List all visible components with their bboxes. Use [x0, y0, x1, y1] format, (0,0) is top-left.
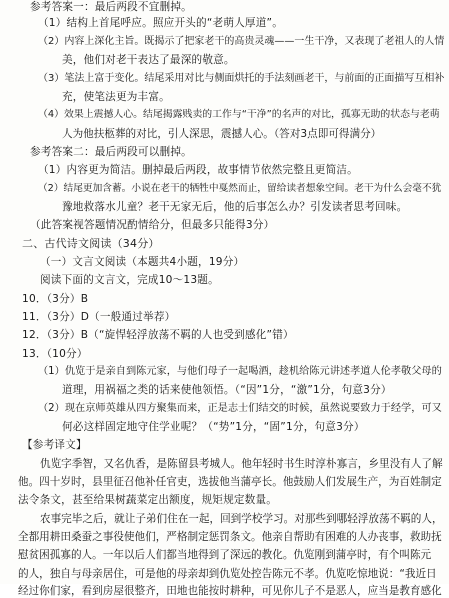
text-line: 经过你们家，看到房屋很整齐，田地也能按时耕种，可见你儿子不是恶人，应当是教育感化 [18, 585, 442, 597]
answer-line: 13．（10分） [22, 348, 88, 360]
text-line: （1）内容更为简洁。删掉最后两段，故事情节依然完整且更简洁。 [38, 164, 358, 176]
text-line: 农事完毕之后，就让子弟们住在一起，回到学校学习。对那些到哪轻浮放荡不羁的人， [40, 513, 443, 525]
text-line: 全都用耕田桑蚕之事役使他们，严格制定惩罚条文。他亲自帮助有困难的人办丧事，救助抚 [18, 531, 442, 543]
text-line: 何必这样固定地守住学业呢？（“势”1分，“固”1分，句意3分） [62, 421, 365, 433]
text-line: （2）现在京师英雄从四方聚集而来，正是志士们结交的时候，虽然说要致力于经学，可又 [38, 403, 442, 414]
text-line: （2）内容上深化主旨。既揭示了把家老干的高贵灵魂——一生干净，又表现了老祖人的人情 [38, 36, 445, 47]
text-line: 豫地救落水儿童？老干无家无后，他的后事怎么办？引发读者思考回味。 [62, 201, 408, 213]
text-line: （3）笔法上富于变化。结尾采用对比与侧面烘托的手法刻画老干，与前面的正面描写互相补 [38, 73, 445, 84]
text-line: 美，他们对老干表达了最深的敬意。 [62, 54, 235, 66]
text-line: 阅读下面的文言文，完成10～13题。 [40, 274, 219, 286]
text-line: 道理，用祸福之类的话来使他领悟。（“因”1分，“激”1分，句意3分） [62, 384, 392, 396]
section-heading: 二、古代诗文阅读（34分） [22, 237, 160, 250]
answer-line: 11．（3分）D（一般通过举荐） [22, 311, 176, 323]
text-line: （1）仇览于是亲自到陈元家，与他们母子一起喝酒，趁机给陈元讲述孝道人伦孝敬父母的 [38, 366, 442, 377]
text-line: （1）结构上首尾呼应。照应开头的“老萌人厚道”。 [38, 17, 283, 29]
text-line: 他。四十岁时，县里征召他补任官吏，选拔他当蒲亭长。他鼓励人们发展生产，为百姓制定 [18, 476, 442, 488]
subsection-heading: （一）文言文阅读（本题共4小题，19分） [40, 256, 245, 268]
text-line: 法令条文，甚至给果树蔬菜定出额度，规矩规定数量。 [18, 494, 278, 506]
text-line: （2）结尾更加含蓄。小说在老干的牺牲中戛然而止，留给读者想象空间。老干为什么会毫不犹 [38, 183, 442, 194]
text-line: （此答案视答题情况酌情给分，但最多只能得3分） [30, 219, 275, 231]
text-line: 的人，独自与母亲居住，可是他的母亲却到仇览处控告陈元不孝。仇览吃惊地说：“我近日 [18, 568, 437, 580]
answer-line: 10．（3分）B [22, 293, 89, 305]
text-line: 仇览字季智，又名仇香，是陈留县考城人。他年轻时书生时淳朴寡言，乡里没有人了解 [40, 458, 443, 470]
text-line: 充，使笔法更为丰富。 [62, 91, 170, 103]
text-line: 人为他扶柩葬的对比，引人深思，震撼人心。（答对3点即可得满分） [62, 128, 382, 140]
answer-line: 12．（3分）B（“旋悍轻浮放荡不羁的人也受到感化”错） [22, 329, 294, 341]
translation-heading: 【参考译文】 [22, 439, 87, 451]
text-line: 参考答案一：最后两段不宜删掉。 [30, 1, 192, 13]
text-line: （4）效果上震撼人心。结尾揭露贱卖的工作与“干净”的名声的对比，孤寡无助的状态与老萌 [38, 109, 440, 120]
text-line: 参考答案二：最后两段可以删掉。 [30, 146, 192, 158]
text-line: 慰贫困孤寡的人。一年以后人们都当地得到了深远的教化。仇览刚到蒲亭时，有个叫陈元 [18, 549, 432, 561]
